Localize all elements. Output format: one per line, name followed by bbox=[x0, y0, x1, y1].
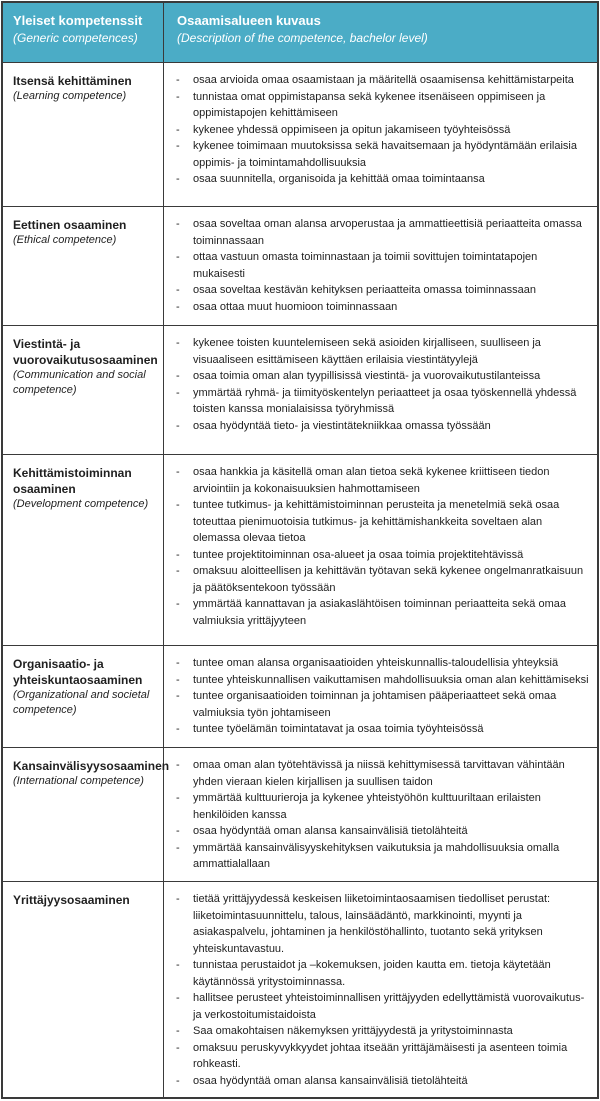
competences-table bbox=[1, 1, 599, 1099]
competence-title: Viestintä- ja vuorovaikutusosaaminen bbox=[13, 337, 158, 367]
description-cell bbox=[164, 455, 597, 645]
bullet-dash: - bbox=[176, 123, 180, 136]
bullet-text: kykenee toisten kuuntelemiseen sekä asioiden kirjalliseen, suulliseen ja visuaaliseen esittämiseen käyttäen erilaisia viestintätyylejä bbox=[193, 337, 541, 366]
header-col2-title: Osaamisalueen kuvaus bbox=[177, 13, 321, 28]
bullet-text: ottaa vastuun omasta toiminnastaan ja toimii sovittujen toimintatapojen mukaisesti bbox=[193, 251, 538, 280]
bullet-dash: - bbox=[176, 386, 180, 399]
bullet-dash: - bbox=[176, 673, 180, 686]
table-row bbox=[3, 325, 597, 454]
bullet-text: kykenee toimimaan muutoksissa sekä havaitsemaan ja hyödyntämään erilaisia oppimis- ja toimintamahdollisuuksia bbox=[193, 140, 577, 169]
bullet-item bbox=[164, 990, 589, 1023]
bullet-dash: - bbox=[176, 1025, 180, 1037]
competence-cell bbox=[3, 207, 164, 325]
header-col1-subtitle: (Generic competences) bbox=[13, 31, 138, 45]
bullet-item bbox=[164, 299, 589, 316]
bullet-dash: - bbox=[176, 284, 180, 296]
bullet-item bbox=[164, 596, 589, 629]
bullet-dash: - bbox=[176, 1041, 180, 1054]
bullet-list bbox=[164, 655, 589, 738]
description-cell bbox=[164, 748, 597, 881]
bullet-list bbox=[164, 891, 589, 1089]
bullet-item bbox=[164, 757, 589, 790]
competence-title: Yrittäjyysosaaminen bbox=[13, 893, 130, 907]
bullet-dash: - bbox=[176, 499, 180, 511]
bullet-item bbox=[164, 368, 589, 385]
description-cell bbox=[164, 63, 597, 206]
bullet-text: omaa oman alan työtehtävissä ja niissä kehittymisessä tarvittavan vähintään yhden vieraan kielen kirjallisen ja suullisen taidon bbox=[193, 759, 565, 788]
bullet-item bbox=[164, 840, 589, 873]
table-row bbox=[3, 747, 597, 881]
bullet-text: Saa omakohtaisen näkemyksen yrittäjyydestä ja yritystoiminnasta bbox=[193, 1025, 513, 1037]
competence-cell bbox=[3, 326, 164, 454]
table-row bbox=[3, 62, 597, 206]
competence-subtitle: (Communication and social competence) bbox=[13, 369, 146, 396]
bullet-text: ymmärtää kansainvälisyyskehityksen vaikutuksia ja mahdollisuuksia omalla ammattialallaan bbox=[193, 841, 560, 870]
header-cell-description bbox=[164, 3, 597, 62]
bullet-text: kykenee yhdessä oppimiseen ja opitun jakamiseen työyhteisössä bbox=[193, 123, 511, 136]
bullet-item bbox=[164, 72, 589, 89]
bullet-dash: - bbox=[176, 140, 180, 152]
bullet-list bbox=[164, 72, 589, 188]
bullet-dash: - bbox=[176, 337, 180, 349]
bullet-item bbox=[164, 672, 589, 689]
bullet-text: osaa ottaa muut huomioon toiminnassaan bbox=[193, 300, 398, 313]
competence-subtitle: (Development competence) bbox=[13, 498, 149, 510]
bullet-dash: - bbox=[176, 251, 180, 263]
bullet-dash: - bbox=[176, 565, 180, 577]
bullet-dash: - bbox=[176, 723, 180, 735]
bullet-dash: - bbox=[176, 893, 180, 905]
description-cell bbox=[164, 207, 597, 325]
bullet-text: osaa toimia oman alan tyypillisissä viestintä- ja vuorovaikutustilanteissa bbox=[193, 370, 541, 382]
bullet-dash: - bbox=[176, 959, 180, 971]
bullet-text: tuntee tutkimus- ja kehittämistoiminnan perusteita ja menetelmiä sekä osaa toteuttaa pienimuotoisia tutkimus- ja kehittämishankkeita soveltaen alan olemassa olevaa tietoa bbox=[193, 499, 560, 544]
bullet-text: ymmärtää ryhmä- ja tiimityöskentelyn periaatteet ja osaa työskennellä yhdessä toisten kanssa monialaisissa työryhmissä bbox=[193, 386, 577, 415]
bullet-text: tietää yrittäjyydessä keskeisen liiketoimintaosaamisen tiedolliset perustat: liiketoimintasuunnittelu, talous, lainsäädäntö, markkinointi, myynti ja asiakaspalvelu, johtaminen ja henkilöstöhallinto, tuotanto sekä yrityksen yhteiskuntavastuu. bbox=[193, 893, 551, 955]
bullet-text: tuntee oman alansa organisaatioiden yhteiskunnallis-taloudellisia yhteyksiä bbox=[193, 657, 559, 669]
bullet-text: ymmärtää kulttuurieroja ja kykenee yhteistyöhön kulttuuriltaan erilaisten henkilöiden kanssa bbox=[193, 792, 541, 821]
bullet-text: tunnistaa perustaidot ja –kokemuksen, joiden kautta em. tietoja käytetään käytännössä yritystoiminnassa. bbox=[193, 959, 551, 988]
bullet-item bbox=[164, 823, 589, 840]
bullet-dash: - bbox=[176, 419, 180, 432]
bullet-text: osaa hyödyntää oman alansa kansainvälisiä tietolähteitä bbox=[193, 825, 468, 837]
bullet-item bbox=[164, 563, 589, 596]
bullet-text: osaa hyödyntää oman alansa kansainvälisiä tietolähteitä bbox=[193, 1074, 468, 1087]
bullet-item bbox=[164, 464, 589, 497]
bullet-dash: - bbox=[176, 74, 180, 86]
bullet-item bbox=[164, 1040, 589, 1073]
competence-title: Kansainvälisyysosaaminen bbox=[13, 759, 170, 773]
header-cell-competence bbox=[3, 3, 164, 62]
bullet-dash: - bbox=[176, 841, 180, 854]
bullet-item bbox=[164, 249, 589, 282]
bullet-dash: - bbox=[176, 218, 180, 230]
bullet-item bbox=[164, 957, 589, 990]
bullet-item bbox=[164, 418, 589, 435]
competence-cell bbox=[3, 882, 164, 1097]
bullet-dash: - bbox=[176, 825, 180, 837]
bullet-text: tuntee yhteiskunnallisen vaikuttamisen mahdollisuuksia oman alan kehittämiseksi bbox=[193, 673, 589, 686]
bullet-item bbox=[164, 655, 589, 672]
bullet-text: osaa suunnitella, organisoida ja kehittää omaa toimintaansa bbox=[193, 173, 485, 185]
bullet-list bbox=[164, 757, 589, 873]
bullet-list bbox=[164, 216, 589, 315]
competence-subtitle: (International competence) bbox=[13, 775, 144, 787]
bullet-dash: - bbox=[176, 792, 180, 804]
bullet-text: osaa hankkia ja käsitellä oman alan tietoa sekä kykenee kriittiseen tiedon arviointiin ja kokonaisuuksien hahmottamiseen bbox=[193, 466, 550, 495]
bullet-item bbox=[164, 1073, 589, 1090]
bullet-text: ymmärtää kannattavan ja asiakaslähtöisen toiminnan periaatteita sekä omaa valmiuksia yrittäjyyteen bbox=[193, 598, 566, 627]
table-body bbox=[3, 62, 597, 1097]
table-header-row bbox=[3, 3, 597, 62]
bullet-dash: - bbox=[176, 173, 180, 185]
bullet-item bbox=[164, 721, 589, 738]
competence-title: Itsensä kehittäminen bbox=[13, 74, 132, 88]
bullet-text: hallitsee perusteet yhteistoiminnallisen yrittäjyyden edellyttämistä vuorovaikutus- ja verkostoitumistaidoista bbox=[193, 992, 585, 1021]
table-row bbox=[3, 881, 597, 1097]
bullet-item bbox=[164, 385, 589, 418]
competence-cell bbox=[3, 455, 164, 645]
bullet-item bbox=[164, 89, 589, 122]
bullet-item bbox=[164, 891, 589, 957]
bullet-item bbox=[164, 122, 589, 139]
description-cell bbox=[164, 646, 597, 747]
bullet-dash: - bbox=[176, 690, 180, 702]
bullet-dash: - bbox=[176, 90, 180, 103]
bullet-text: osaa hyödyntää tieto- ja viestintätekniikkaa omassa työssään bbox=[193, 419, 491, 432]
competence-title: Kehittämistoiminnan osaaminen bbox=[13, 466, 132, 496]
description-cell bbox=[164, 326, 597, 454]
bullet-item bbox=[164, 497, 589, 547]
bullet-dash: - bbox=[176, 657, 180, 669]
table-row bbox=[3, 454, 597, 645]
bullet-dash: - bbox=[176, 1074, 180, 1087]
header-col1-title: Yleiset kompetenssit bbox=[13, 13, 143, 28]
competence-title: Organisaatio- ja yhteiskuntaosaaminen bbox=[13, 657, 143, 687]
competence-cell bbox=[3, 748, 170, 881]
bullet-text: osaa soveltaa oman alansa arvoperustaa ja ammattieettisiä periaatteita omassa toiminnassaan bbox=[193, 218, 582, 247]
bullet-dash: - bbox=[176, 598, 180, 610]
bullet-text: omaksuu peruskyvykkyydet johtaa itseään yrittäjämäisesti ja asenteen toimia rohkeasti. bbox=[193, 1041, 568, 1070]
bullet-text: osaa arvioida omaa osaamistaan ja määritellä osaamisensa kehittämistarpeita bbox=[193, 74, 574, 86]
header-col2-subtitle: (Description of the competence, bachelor level) bbox=[177, 31, 428, 45]
bullet-dash: - bbox=[176, 992, 180, 1004]
bullet-item bbox=[164, 171, 589, 188]
bullet-text: tuntee työelämän toimintatavat ja osaa toimia työyhteisössä bbox=[193, 723, 484, 735]
competence-cell bbox=[3, 646, 164, 747]
bullet-item bbox=[164, 1023, 589, 1040]
table-row bbox=[3, 206, 597, 325]
bullet-text: tuntee projektitoiminnan osa-alueet ja osaa toimia projektitehtävissä bbox=[193, 548, 524, 561]
competence-cell bbox=[3, 63, 164, 206]
description-cell bbox=[164, 882, 597, 1097]
bullet-item bbox=[164, 547, 589, 564]
bullet-dash: - bbox=[176, 466, 180, 478]
competence-subtitle: (Ethical competence) bbox=[13, 234, 117, 246]
bullet-item bbox=[164, 688, 589, 721]
bullet-item bbox=[164, 282, 589, 299]
bullet-text: tunnistaa omat oppimistapansa sekä kykenee itsenäiseen oppimiseen ja oppimistapojen kehittämiseen bbox=[193, 90, 546, 119]
competence-subtitle: (Organizational and societal competence) bbox=[13, 689, 150, 716]
competence-title: Eettinen osaaminen bbox=[13, 218, 127, 232]
table-row bbox=[3, 645, 597, 747]
bullet-item bbox=[164, 216, 589, 249]
bullet-text: tuntee organisaatioiden toiminnan ja johtamisen pääperiaatteet sekä omaa valmiuksia työn johtamiseen bbox=[193, 690, 557, 719]
bullet-dash: - bbox=[176, 370, 180, 382]
bullet-item bbox=[164, 335, 589, 368]
competence-subtitle: (Learning competence) bbox=[13, 90, 127, 102]
bullet-text: osaa soveltaa kestävän kehityksen periaatteita omassa toiminnassaan bbox=[193, 284, 537, 296]
bullet-text: omaksuu aloitteellisen ja kehittävän työtavan sekä kykenee ongelmanratkaisuun ja päätöksentekoon työssään bbox=[193, 565, 584, 594]
bullet-dash: - bbox=[176, 548, 180, 561]
bullet-item bbox=[164, 138, 589, 171]
bullet-list bbox=[164, 335, 589, 434]
bullet-dash: - bbox=[176, 300, 180, 313]
bullet-item bbox=[164, 790, 589, 823]
bullet-dash: - bbox=[176, 759, 180, 771]
bullet-list bbox=[164, 464, 589, 629]
